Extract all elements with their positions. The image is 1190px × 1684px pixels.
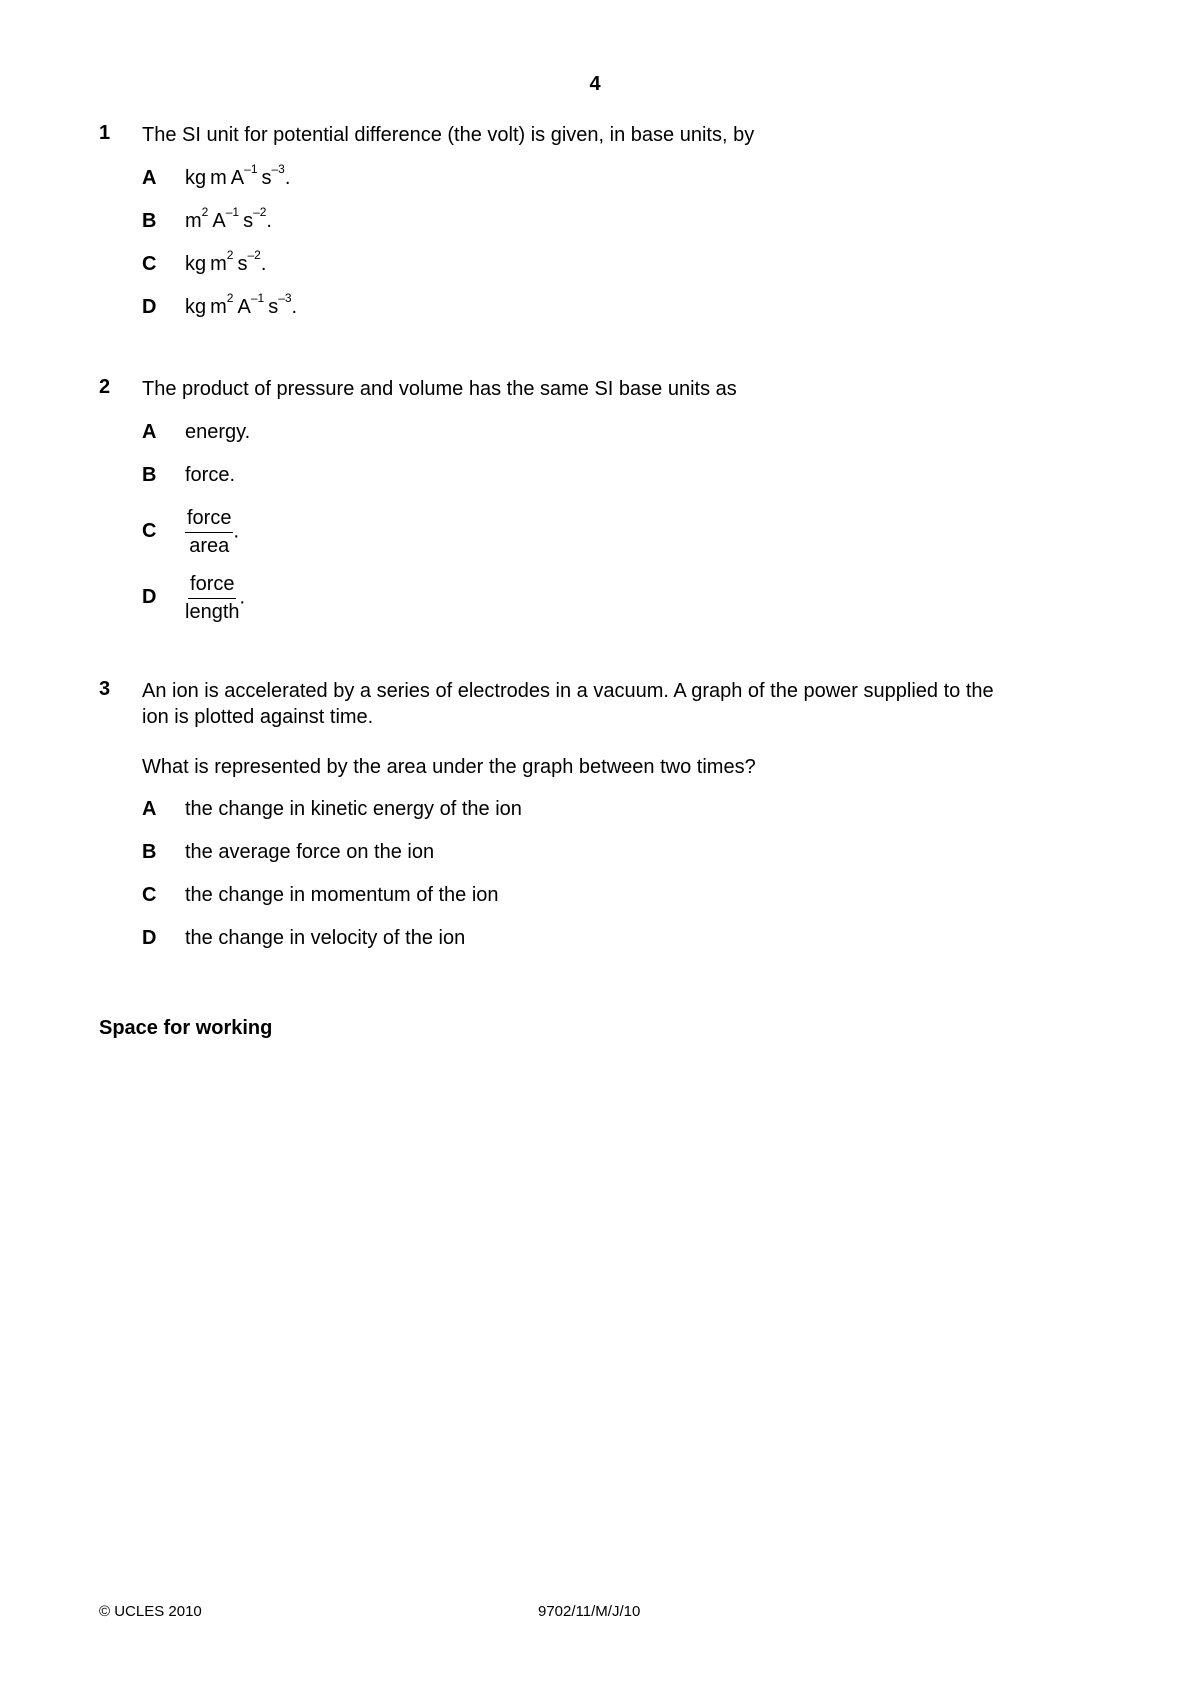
q3-option-b-text: the average force on the ion bbox=[185, 841, 435, 863]
unit-part: kg bbox=[185, 296, 207, 318]
q1-option-b-letter: B bbox=[142, 210, 157, 232]
q2-option-d-letter: D bbox=[142, 586, 157, 608]
q1-option-c-letter: C bbox=[142, 253, 157, 275]
page-number: 4 bbox=[589, 73, 601, 95]
unit-part: $m^2$ bbox=[185, 205, 209, 232]
q3-option-c-text: the change in momentum of the ion bbox=[185, 884, 499, 906]
unit-part: kg bbox=[185, 167, 207, 189]
question-3-text-line-1: An ion is accelerated by a series of electrodes in a vacuum. A graph of the power supplied to the bbox=[142, 680, 994, 702]
q2-option-c-letter: C bbox=[142, 520, 157, 542]
fraction-denominator: length bbox=[185, 601, 240, 623]
q1-option-b-text: $m^2$ $A^{-1}$ $s^{-2}$. bbox=[185, 205, 272, 232]
unit-part: kg bbox=[185, 253, 207, 275]
unit-part: $s^{-3}$ bbox=[268, 291, 292, 318]
q1-option-a-letter: A bbox=[142, 167, 157, 189]
q2-option-b-letter: B bbox=[142, 464, 157, 486]
unit-part: $A^{-1}$ bbox=[237, 291, 265, 318]
q2-option-a-text: energy. bbox=[185, 421, 251, 443]
fraction-denominator: area bbox=[189, 535, 230, 557]
q3-option-d-letter: D bbox=[142, 927, 157, 949]
fraction bbox=[185, 506, 233, 558]
question-3-text-line-2: ion is plotted against time. bbox=[142, 706, 374, 728]
q1-option-a-text: kg m $A^{-1}$ $s^{-3}$. bbox=[185, 162, 291, 189]
question-1-number: 1 bbox=[99, 122, 111, 144]
q1-option-c-text: kg $m^2$ $s^{-2}$. bbox=[185, 248, 267, 275]
q3-option-a-letter: A bbox=[142, 798, 157, 820]
footer-paper-code: 9702/11/M/J/10 bbox=[538, 1603, 641, 1620]
question-3-prompt: What is represented by the area under the graph between two times? bbox=[142, 756, 756, 778]
unit-part: $s^{-2}$ bbox=[243, 205, 267, 232]
unit-part: $m^2$ bbox=[210, 291, 234, 318]
unit-part: $m^2$ bbox=[210, 248, 234, 275]
q3-option-d-text: the change in velocity of the ion bbox=[185, 927, 466, 949]
q2-option-b-text: force. bbox=[185, 464, 236, 486]
question-3-number: 3 bbox=[99, 678, 111, 700]
unit-part: $s^{-2}$ bbox=[237, 248, 261, 275]
unit-part: $A^{-1}$ bbox=[230, 162, 258, 189]
q1-option-d-text: kg $m^2$ $A^{-1}$ $s^{-3}$. bbox=[185, 291, 298, 318]
q2-option-d-fraction: $\frac{\text{force}}{\text{length}}$ . bbox=[185, 573, 246, 623]
unit-part: $s^{-3}$ bbox=[261, 162, 285, 189]
unit-part: m bbox=[210, 167, 227, 189]
q2-option-a-letter: A bbox=[142, 421, 157, 443]
q3-option-c-letter: C bbox=[142, 884, 157, 906]
fraction bbox=[185, 572, 240, 624]
question-1-text: The SI unit for potential difference (the volt) is given, in base units, by bbox=[142, 124, 755, 146]
unit-part: $A^{-1}$ bbox=[212, 205, 240, 232]
q3-option-b-letter: B bbox=[142, 841, 157, 863]
footer-copyright: © UCLES 2010 bbox=[99, 1603, 202, 1620]
question-2-text: The product of pressure and volume has the same SI base units as bbox=[142, 378, 737, 400]
q3-option-a-text: the change in kinetic energy of the ion bbox=[185, 798, 522, 820]
working-space-heading: Space for working bbox=[99, 1017, 273, 1039]
question-2-number: 2 bbox=[99, 376, 111, 398]
fraction-numerator: force bbox=[188, 572, 236, 599]
fraction-numerator: force bbox=[185, 506, 233, 533]
q1-option-d-letter: D bbox=[142, 296, 157, 318]
q2-option-c-fraction: $\frac{\text{force}}{\text{area}}$ . bbox=[187, 507, 240, 557]
